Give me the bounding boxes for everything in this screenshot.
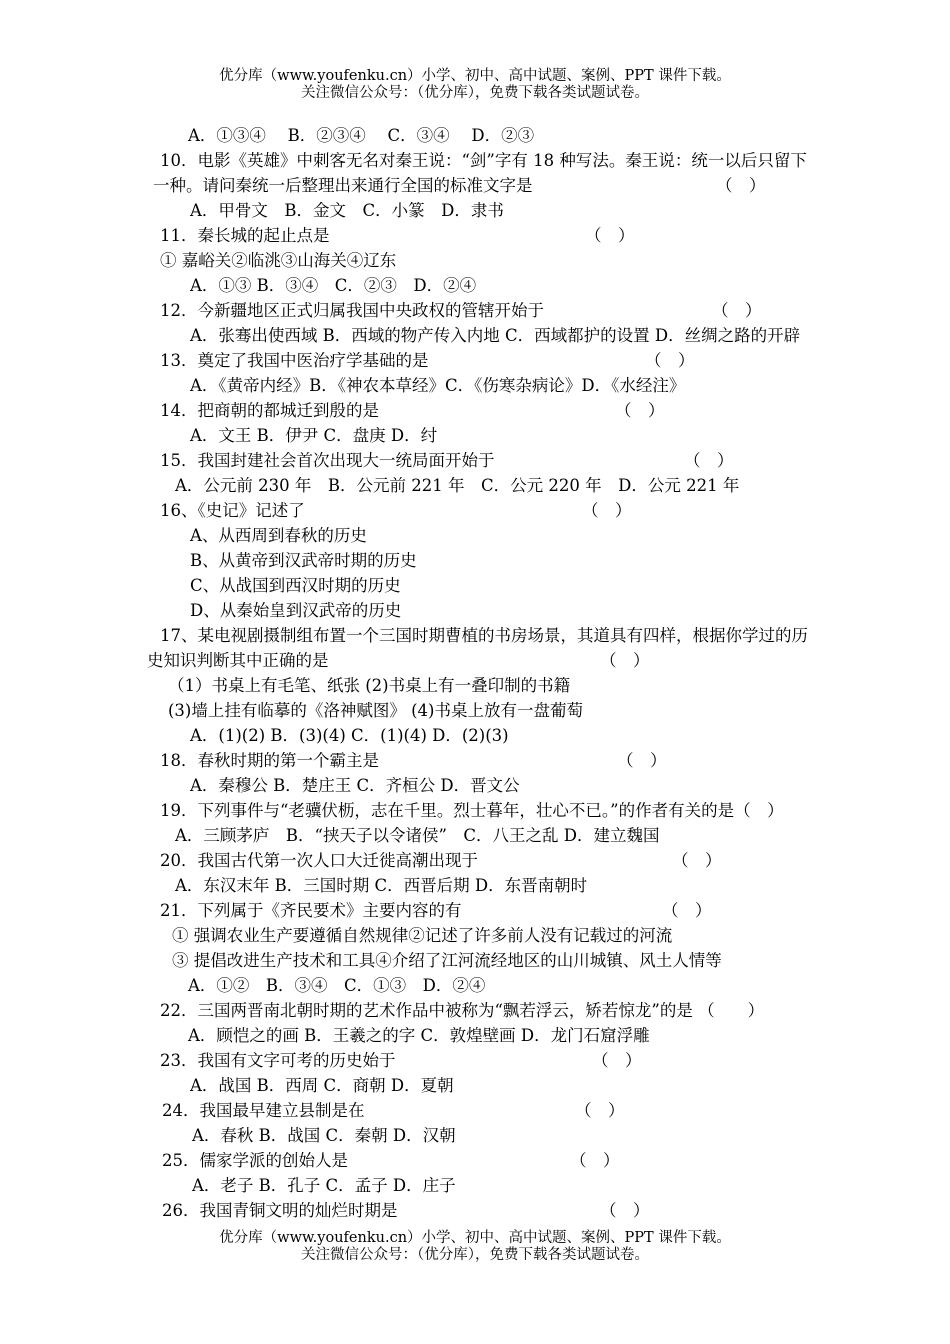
header-line-1: 优分库（www.youfenku.cn）小学、初中、高中试题、案例、PPT 课件下载。: [219, 68, 731, 84]
q21-items-1: ① 强调农业生产要遵循自然规律②记述了许多前人没有记载过的河流: [172, 926, 673, 945]
q15-answer-bracket: （ ）: [684, 451, 734, 470]
q15-options: A．公元前 230 年 B．公元前 221 年 C．公元 220 年 D．公元 221 年: [175, 476, 740, 495]
q16-option-d: D、从秦始皇到汉武帝的历史: [190, 601, 402, 620]
q13-answer-bracket: （ ）: [645, 351, 695, 370]
q21-items-2: ③ 提倡改进生产技术和工具④介绍了江河流经地区的山川城镇、风土人情等: [172, 951, 722, 970]
q17-stem-line1: 17、某电视剧摄制组布置一个三国时期曹植的书房场景，其道具有四样，根据你学过的历: [160, 626, 808, 645]
q17-items-2: (3)墙上挂有临摹的《洛神赋图》 (4)书桌上放有一盘葡萄: [168, 701, 583, 720]
page-header: [0, 68, 950, 102]
q11-options: A．①③ B．③④ C．②③ D．②④: [190, 276, 477, 295]
q21-answer-bracket: （ ）: [662, 901, 712, 920]
q22-options: A．顾恺之的画 B．王羲之的字 C．敦煌壁画 D．龙门石窟浮雕: [188, 1026, 650, 1045]
q23-options: A．战国 B．西周 C．商朝 D．夏朝: [190, 1076, 454, 1095]
q12-stem: 12．今新疆地区正式归属我国中央政权的管辖开始于: [160, 301, 544, 320]
q18-options: A．秦穆公 B．楚庄王 C．齐桓公 D．晋文公: [190, 776, 520, 795]
q23-answer-bracket: （ ）: [592, 1051, 642, 1070]
page-footer: [0, 1230, 950, 1264]
q11-stem: 11．秦长城的起止点是: [160, 226, 330, 245]
q25-answer-bracket: （ ）: [570, 1151, 620, 1170]
q16-answer-bracket: （ ）: [582, 501, 632, 520]
q26-answer-bracket: （ ）: [600, 1201, 650, 1220]
q9-options: A．①③④ B．②③④ C．③④ D．②③: [188, 126, 535, 145]
q19-options: A．三顾茅庐 B．“挟天子以令诸侯” C．八王之乱 D．建立魏国: [175, 826, 660, 845]
q26-stem: 26．我国青铜文明的灿烂时期是: [162, 1201, 398, 1220]
q11-items: ① 嘉峪关②临洮③山海关④辽东: [160, 251, 397, 270]
q18-stem: 18．春秋时期的第一个霸主是: [160, 751, 379, 770]
q10-options: A．甲骨文 B．金文 C．小篆 D．隶书: [190, 201, 504, 220]
q13-options: A．《黄帝内经》B．《神农本草经》C．《伤寒杂病论》D．《水经注》: [190, 376, 686, 395]
q14-answer-bracket: （ ）: [615, 401, 665, 420]
footer-line-1: 优分库（www.youfenku.cn）小学、初中、高中试题、案例、PPT 课件下载。: [219, 1230, 731, 1246]
q16-stem: 16、《史记》记述了: [160, 501, 305, 520]
q12-options: A．张骞出使西域 B．西域的物产传入内地 C．西域都护的设置 D．丝绸之路的开辟: [190, 326, 801, 345]
q15-stem: 15．我国封建社会首次出现大一统局面开始于: [160, 451, 495, 470]
q24-answer-bracket: （ ）: [575, 1101, 625, 1120]
q19-stem: 19．下列事件与“老骥伏枥，志在千里。烈士暮年，壮心不已。”的作者有关的是（ ）: [160, 801, 784, 820]
q16-option-a: A、从西周到春秋的历史: [190, 526, 367, 545]
q14-stem: 14．把商朝的都城迁到殷的是: [160, 401, 379, 420]
q14-options: A．文王 B．伊尹 C．盘庚 D．纣: [190, 426, 438, 445]
q18-answer-bracket: （ ）: [617, 751, 667, 770]
q24-stem: 24．我国最早建立县制是在: [162, 1101, 365, 1120]
q20-answer-bracket: （ ）: [672, 851, 722, 870]
header-line-2: 关注微信公众号：（优分库），免费下载各类试题试卷。: [301, 85, 649, 101]
q11-answer-bracket: （ ）: [585, 226, 635, 245]
q17-options: A．(1)(2) B．(3)(4) C．(1)(4) D．(2)(3): [190, 726, 509, 745]
q10-stem-line2: 一种。请问秦统一后整理出来通行全国的标准文字是: [153, 176, 533, 195]
footer-line-2: 关注微信公众号：（优分库），免费下载各类试题试卷。: [301, 1247, 649, 1263]
q10-answer-bracket: （ ）: [716, 176, 766, 195]
q20-options: A．东汉末年 B．三国时期 C．西晋后期 D．东晋南朝时: [175, 876, 588, 895]
q25-stem: 25．儒家学派的创始人是: [162, 1151, 348, 1170]
q13-stem: 13．奠定了我国中医治疗学基础的是: [160, 351, 429, 370]
q22-stem: 22．三国两晋南北朝时期的艺术作品中被称为“飘若浮云，矫若惊龙”的是 （ ）: [160, 1001, 765, 1020]
q16-option-c: C、从战国到西汉时期的历史: [190, 576, 401, 595]
q10-stem-line1: 10．电影《英雄》中刺客无名对秦王说：“剑”字有 18 种写法。秦王说：统一以后只留下: [160, 151, 807, 170]
q17-answer-bracket: （ ）: [600, 651, 650, 670]
q25-options: A．老子 B．孔子 C．孟子 D．庄子: [192, 1176, 456, 1195]
q21-options: A．①② B．③④ C．①③ D．②④: [188, 976, 486, 995]
q12-answer-bracket: （ ）: [712, 301, 762, 320]
q20-stem: 20．我国古代第一次人口大迁徙高潮出现于: [160, 851, 478, 870]
q23-stem: 23．我国有文字可考的历史始于: [160, 1051, 396, 1070]
q17-stem-line2: 史知识判断其中正确的是: [147, 651, 329, 670]
q16-option-b: B、从黄帝到汉武帝时期的历史: [190, 551, 417, 570]
q21-stem: 21．下列属于《齐民要术》主要内容的有: [160, 901, 462, 920]
q24-options: A．春秋 B．战国 C．秦朝 D．汉朝: [192, 1126, 456, 1145]
q17-items-1: （1）书桌上有毛笔、纸张 (2)书桌上有一叠印制的书籍: [168, 676, 571, 695]
